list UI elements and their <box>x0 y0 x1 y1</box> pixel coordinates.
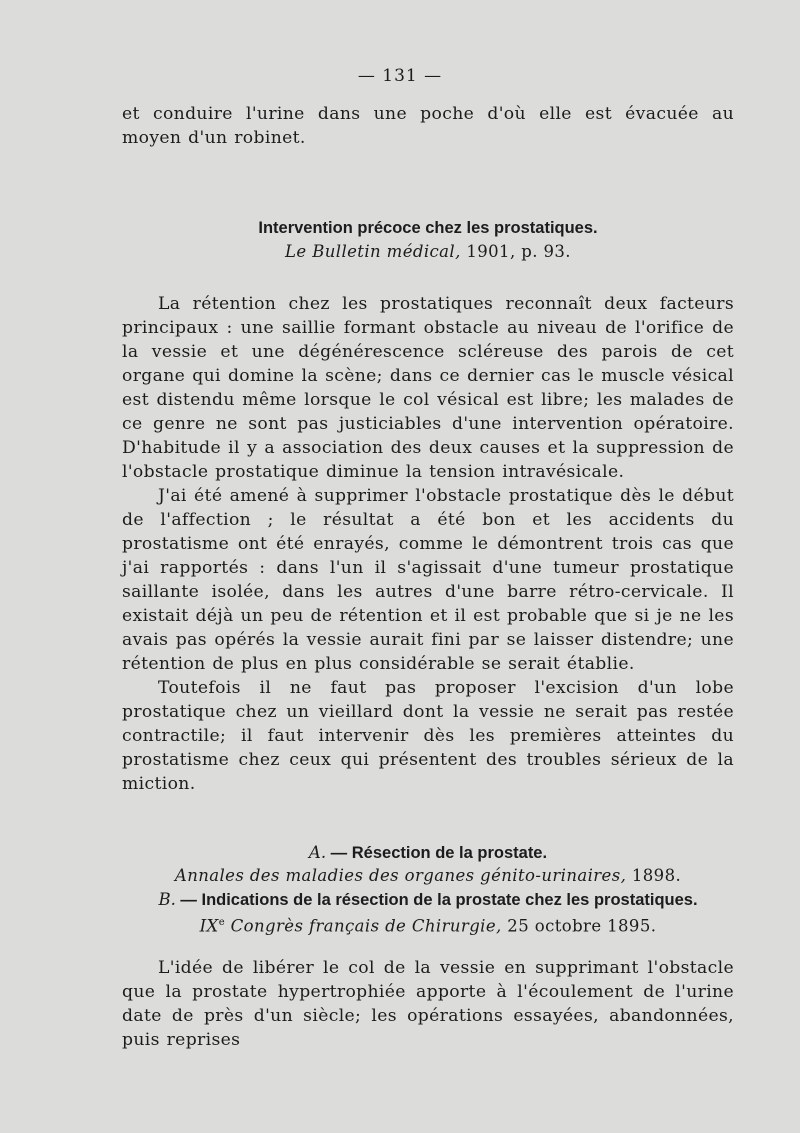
section-label-b: B. <box>158 890 176 909</box>
citation-annales-title: Annales des maladies des organes génito-urinaires, <box>174 866 627 885</box>
section-label-a: A. <box>308 843 327 862</box>
citation-annales-year: 1898. <box>626 866 682 885</box>
intro-paragraph: et conduire l'urine dans une poche d'où elle est évacuée au moyen d'un robinet. <box>122 104 734 148</box>
section-citation-annales <box>122 865 734 887</box>
citation-congres-sup: e <box>218 917 226 928</box>
section-citation-congres <box>122 912 734 938</box>
citation-congres-number: IX <box>199 916 219 936</box>
page-number: — 131 — <box>357 66 443 86</box>
citation-congres-date: 25 octobre 1895. <box>501 916 657 936</box>
citation-journal-title: Le Bulletin médical, <box>285 242 461 261</box>
section-title-a: — Résection de la prostate. <box>326 844 548 862</box>
body-paragraph-3: Toutefois il ne faut pas proposer l'excision d'un lobe prostatique chez un vieillard dont la vessie ne serait pas restée contractile; il faut intervenir dès les premières atteintes du prostatisme chez ceux qui présentent des troubles sérieux de la miction. <box>122 678 734 794</box>
citation-congres-title: Congrès français de Chirurgie, <box>225 916 502 936</box>
body-paragraph-1: La rétention chez les prostatiques reconnaît deux facteurs principaux : une saillie formant obstacle au niveau de l'orifice de la vessie et une dégénérescence scléreuse des parois de cet organe qui domine la scène; dans ce dernier cas le muscle vésical est distendu même lorsque le col vésical est libre; les malades de ce genre ne sont pas justiciables d'une intervention opératoire. D'habitude il y a association des deux causes et la suppression de l'obstacle prostatique diminue la tension intravésicale. <box>122 294 734 482</box>
section-citation-bulletin <box>122 241 734 263</box>
section-heading-intervention: Intervention précoce chez les prostatiques. <box>258 219 598 237</box>
final-paragraph: L'idée de libérer le col de la vessie en supprimant l'obstacle que la prostate hypertrophiée apporte à l'écoulement de l'urine date de près d'un siècle; les opérations essayées, abandonnées, puis reprises <box>122 958 734 1050</box>
section-title-b: — Indications de la résection de la prostate chez les prostatiques. <box>175 891 698 909</box>
section-heading-resection <box>122 842 734 864</box>
citation-details: 1901, p. 93. <box>460 242 571 261</box>
section-heading-indications <box>122 889 734 911</box>
body-paragraph-2: J'ai été amené à supprimer l'obstacle prostatique dès le début de l'affection ; le résultat a été bon et les accidents du prostatisme ont été enrayés, comme le démontrent trois cas que j'ai rapportés : dans l'un il s'agissait d'une tumeur prostatique saillante isolée, dans les autres d'une barre rétro-cervicale. Il existait déjà un peu de rétention et il est probable que si je ne les avais pas opérés la vessie aurait fini par se laisser distendre; une rétention de plus en plus considérable se serait établie. <box>122 486 734 674</box>
